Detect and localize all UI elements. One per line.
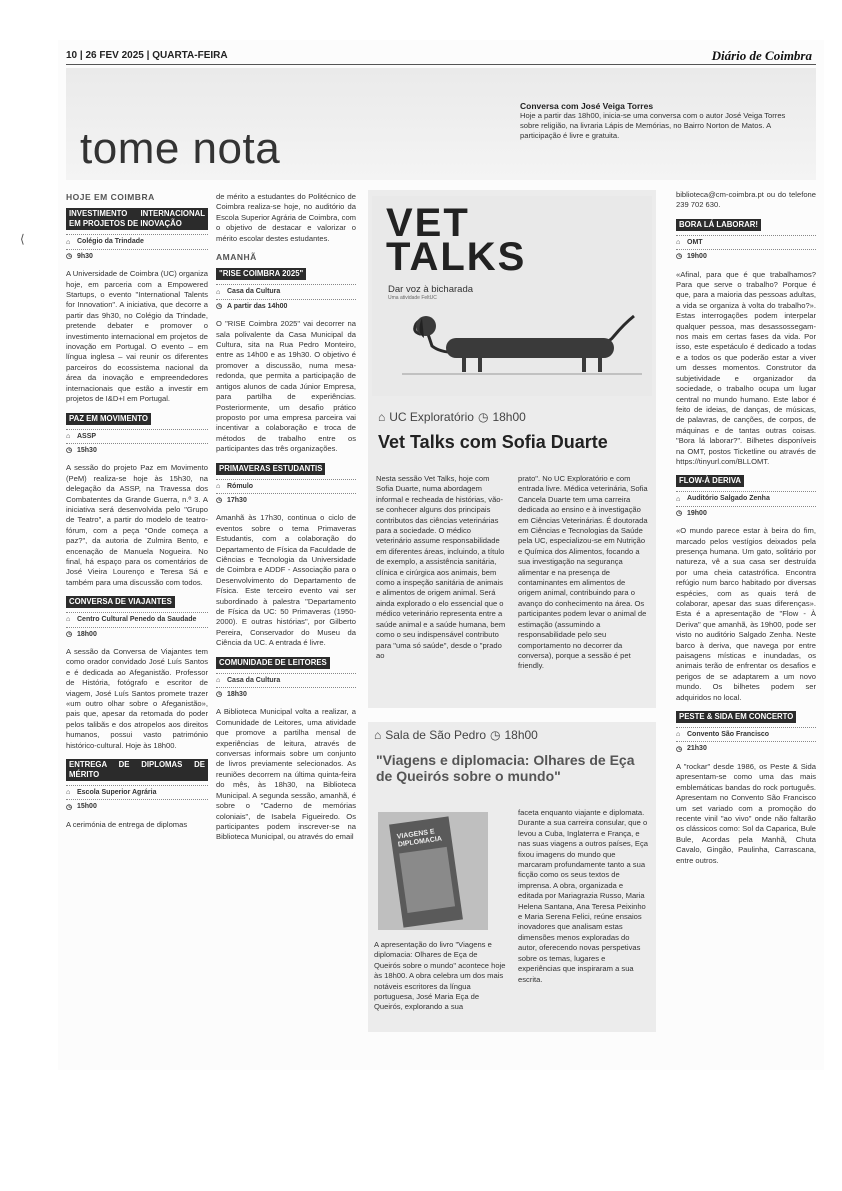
- event-place: ⌂ Escola Superior Agrária: [66, 785, 208, 799]
- vet-text-left: Nesta sessão Vet Talks, hoje com Sofia Duarte, numa abordagem informal e recheada de histórias, vão-se conhecer alguns dos principais contributos das ciências veterinárias para a sociedade. O médico veterinário assume responsabilidade em diferentes áreas, incluindo, a título de exemplo, a assistência sanitária, clínica e cirúrgica aos animais, bem como a inspeção sanitária de animais e alimentos de origem animal. Será ainda explorado o elo essencial que o médico veterinário representa entre a saúde animal e a saúde humana, bem como o seu indispensável contributo para "uma só saúde", desde o "prado ao: [376, 474, 506, 660]
- house-icon: ⌂: [216, 482, 221, 490]
- clock-icon: ◷: [66, 253, 73, 261]
- house-icon: ⌂: [676, 495, 681, 503]
- event-text: A "rockar" desde 1986, os Peste & Sida apresentam-se como uma das mais emblemáticas bandas do rock português. Apresentam no Convento São Francisco um set variado com a promoção do recente vinil "ao vivo" onde não faltarão os clássicos como: Sol da Caparica, Bule Bule, Acordas pela Manhã, Chuta Cavalo, Gingão, Paulinha, Carrascana, entre outros.: [676, 761, 816, 865]
- house-icon: ⌂: [374, 728, 382, 742]
- event-tag: FLOW-À DERIVA: [676, 475, 744, 487]
- house-icon: ⌂: [216, 676, 221, 684]
- clock-icon: ◷: [676, 509, 683, 517]
- event-place: ⌂ OMT: [676, 235, 816, 249]
- clock-icon: ◷: [676, 253, 683, 261]
- event-item: [66, 413, 208, 589]
- event-time: ◷ 9h30: [66, 249, 208, 263]
- event-item: [676, 475, 816, 703]
- event-text: O "RISE Coimbra 2025" vai decorrer na sala polivalente da Casa Municipal da Cultura, sita na Rua Pedro Monteiro, entre as 14h00 e as 19h30. O objetivo é promover a discussão, numa mesa-redonda, que permita a participação de antigos alunos de cada Júnior Empresa, para partilha de experiências. Posteriormente, um desafio prático proposto por uma empresa parceira vai incentivar a colaboração e troca de métodos de trabalho entre os participantes das três organizações.: [216, 319, 356, 454]
- event-tag: PAZ EM MOVIMENTO: [66, 413, 151, 425]
- poster-credit: Uma atividade FeltUC: [388, 295, 437, 301]
- book-cover-image: [378, 812, 488, 930]
- event-text: A sessão do projeto Paz em Movimento (PeM) realiza-se hoje às 15h30, na delegação da ASSP, na Travessa dos Combatentes da Grande Guerra, n.º 3. A iniciativa será desenvolvida pelo "Grupo de Teatro", a partir do modelo de teatro-fórum, com a peça "Onde começa a paz?", da autoria de Zulmira Bento, e encenação de Manuela Nogueira. No final, há espaço para os comentários de José Vieira Lourenço e Teresa Sá e também para uma discussão com todos.: [66, 463, 208, 587]
- scan-mark: ⟨: [20, 232, 25, 246]
- event-time: ◷ 19h00: [676, 249, 816, 263]
- event-tag: BORA LÁ LABORAR!: [676, 219, 761, 231]
- event-place: ⌂ Casa da Cultura: [216, 673, 356, 687]
- sala-event-line: [374, 728, 538, 742]
- sala-text-left: A apresentação do livro "Viagens e diplomacia: Olhares de Eça de Queirós sobre o mundo" acontece hoje às 18h00. A obra celebra um dos mais notáveis escritores da língua portuguesa, José Maria Eça de Queirós, explorando a sua: [374, 940, 506, 1012]
- event-item: [66, 759, 208, 830]
- column-1: [66, 192, 208, 838]
- vet-talks-poster: [372, 196, 652, 396]
- house-icon: ⌂: [216, 288, 221, 296]
- event-item: [216, 268, 356, 454]
- event-tag: "RISE COIMBRA 2025": [216, 268, 306, 280]
- book-cover-picture: [399, 847, 455, 913]
- event-tag: PESTE & SIDA EM CONCERTO: [676, 711, 796, 723]
- event-place: ⌂ Colégio da Trindade: [66, 234, 208, 248]
- event-text: A Biblioteca Municipal volta a realizar, a Comunidade de Leitores, uma atividade que promove a partilha mensal de experiências de leitura, através de conversas informais sobre um conjunto de livros previamente selecionados. As reuniões decorrem na última quinta-feira do mês, às 18h30, na Biblioteca Municipal. A segunda sessão, amanhã, é sobre o "Caderno de memórias coloniais", de Isabela Figueiredo. Os participantes podem inscrever-se na Biblioteca Municipal, ou através do email: [216, 707, 356, 842]
- event-place: ⌂ ASSP: [66, 429, 208, 443]
- conversa-body: Hoje a partir das 18h00, inicia-se uma conversa com o autor José Veiga Torres sobre religião, na livraria Lápis de Memórias, no Bairro Norton de Matos. A participação é livre e gratuita.: [520, 111, 786, 140]
- sala-headline: "Viagens e diplomacia: Olhares de Eça de Queirós sobre o mundo": [376, 752, 635, 784]
- clock-icon: ◷: [216, 303, 223, 311]
- page-date: 26 FEV 2025: [85, 50, 144, 61]
- house-icon: ⌂: [66, 432, 71, 440]
- vet-event-line: [378, 410, 526, 424]
- vet-place: UC Exploratório: [389, 410, 474, 424]
- event-item: [66, 208, 208, 404]
- clock-icon: ◷: [477, 410, 489, 424]
- event-time: ◷ 21h30: [676, 741, 816, 755]
- clock-icon: ◷: [676, 745, 683, 753]
- clock-icon: ◷: [216, 691, 223, 699]
- sala-place: Sala de São Pedro: [385, 728, 486, 742]
- lead-text: biblioteca@cm-coimbra.pt ou do telefone 239 702 630.: [676, 190, 816, 210]
- event-item: [676, 711, 816, 866]
- clock-icon: ◷: [66, 447, 73, 455]
- event-place: ⌂ Auditório Salgado Zenha: [676, 491, 816, 505]
- conversa-box: [518, 100, 808, 184]
- clock-icon: ◷: [216, 497, 223, 505]
- event-place: ⌂ Convento São Francisco: [676, 727, 816, 741]
- vet-headline: Vet Talks com Sofia Duarte: [378, 432, 608, 452]
- event-time: ◷ 15h00: [66, 799, 208, 813]
- clock-icon: ◷: [66, 803, 73, 811]
- header-rule: [66, 64, 816, 65]
- event-place: ⌂ Centro Cultural Penedo da Saudade: [66, 612, 208, 626]
- event-text: «O mundo parece estar à beira do fim, marcado pelos vestígios deixados pela presença humana. Um gato, solitário por natureza, vê a sua casa ser destruída por uma cheia catastrófica. Encontra refúgio num barco habitado por diversas espécies, com as quais terá de colaborar, apesar das suas diferenças». Esta é a apresentação de "Flow - À Deriva" que amanhã, às 19h00, pode ser visto no auditório Salgado Zenha. Neste barco à deriva, que navega por entre paisagens místicas e inundadas, os animais terão de enfrentar os desafios e perigos de se adaptarem a um novo mundo. Os bilhetes podem ser adquiridos no local.: [676, 526, 816, 702]
- dachshund-illustration: [402, 302, 642, 378]
- event-item: [66, 596, 208, 751]
- event-text: Amanhã às 17h30, continua o ciclo de eventos sobre o tema Primaveras Estudantis, com a colaboração do Departamento de Física da Faculdade de Ciências e Tecnologia da Universidade de Coimbra e ADDF - Associação para o Desenvolvimento do Departamento de Física. Este terceiro evento vai ser subordinado à palestra "Departamento de Física da UC: 50 Primaveras (1950-2000). E outras histórias", por Gilberto Pereira, Conservador do Museu da Ciência da UC. A entrada é livre.: [216, 513, 356, 648]
- vet-text-right: prato". No UC Exploratório e com entrada livre. Médica veterinária, Sofia Cancela Duarte tem uma carreira dedicada ao ensino e à investigação em Ciências Veterinárias. É doutorada em Ciências e Tecnologias da Saúde pela UC, especializou-se em Nutrição e Química dos Alimentos, focando a sua investigação na segurança alimentar e na presença de contaminantes em alimentos de origem animal, contribuindo para o avanço do conhecimento na área. Os participantes podem levar o animal de estimação (assumindo a responsabilidade pelo seu comportamento no decorrer da conversa), porque a sessão é pet friendly.: [518, 474, 648, 671]
- poster-title: VET TALKS: [386, 201, 527, 279]
- event-time: ◷ 18h30: [216, 687, 356, 701]
- event-tag: ENTREGA DE DIPLOMAS DE MÉRITO: [66, 759, 208, 781]
- event-text: A cerimónia de entrega de diplomas: [66, 819, 188, 829]
- house-icon: ⌂: [66, 789, 71, 797]
- event-tag: INVESTIMENTO INTERNACIONAL EM PROJETOS DE INOVAÇÃO: [66, 208, 208, 230]
- event-tag: COMUNIDADE DE LEITORES: [216, 657, 330, 669]
- event-time: ◷ 15h30: [66, 443, 208, 457]
- newspaper-logo: Diário de Coimbra: [711, 48, 812, 63]
- event-time: ◷ 17h30: [216, 493, 356, 507]
- sala-time: 18h00: [504, 728, 538, 742]
- house-icon: ⌂: [66, 616, 71, 624]
- page-number: 10: [66, 50, 78, 61]
- event-item: [676, 219, 816, 468]
- page-header: [66, 50, 816, 64]
- vet-time: 18h00: [492, 410, 526, 424]
- event-time: ◷ 18h00: [66, 627, 208, 641]
- event-place: ⌂ Casa da Cultura: [216, 284, 356, 298]
- event-text: «Afinal, para que é que trabalhamos? Para que serve o trabalho? Porque é que, para a maioria das pessoas adultas, a vida se organiza à volta do trabalho?». Estas interrogações podem interpelar qualquer pessoa, mas desassossegam-nos mais em certas fases da vida. Por isso, este espetáculo é dedicado a todas e a todos os que poderão estar a viver um desses momentos. Construtor da subjetividade e organizador da sociedade, o trabalho ocupa um lugar central no mundo humano. Este labor é feito de ideias, de danças, de músicas, de palavras, de canções, de corpos, de máquinas e de tantas outras coisas. "Bora lá laborar?". Bilhetes disponíveis na OMT, postos Ticketline ou através de https://tinyurl.com/BLLOMT.: [676, 269, 816, 466]
- lead-text: de mérito a estudantes do Politécnico de Coimbra realiza-se hoje, no auditório da Escola Superior Agrária de Coimbra, com o objetivo de destacar e valorizar o mérito escolar destes estudantes.: [216, 192, 356, 243]
- event-item: [216, 463, 356, 649]
- event-text: A Universidade de Coimbra (UC) organiza hoje, em parceria com a Empowered Startups, o evento "International Talents for Innovation". A iniciativa, que decorre a partir das 9h30, no Colégio da Trindade, pretende debater e promover o investimento internacional em projetos de inovação em Portugal. O evento – em língua inglesa – vai reunir os diferentes parceiros do ecossistema nacional da área da inovação e empreendedores internacionais que estão a investir em projetos de I&D+I em Portugal.: [66, 269, 208, 404]
- event-item: [216, 657, 356, 843]
- clock-icon: ◷: [66, 630, 73, 638]
- event-time: ◷ A partir das 14h00: [216, 299, 356, 313]
- event-text: A sessão da Conversa de Viajantes tem como orador convidado José Luís Santos e é dedicada ao Afeganistão. Professor de História, fotógrafo e escritor de viagem, José Luís Santos promete trazer «um outro olhar sobre o Afeganistão», pais que, apesar da retomada do poder pelos talibãs e dos atropelos aos direitos humanos, possui vasto património histórico-cultural. Hoje às 18h00.: [66, 647, 208, 750]
- column-2: [216, 192, 356, 851]
- event-tag: PRIMAVERAS ESTUDANTIS: [216, 463, 325, 475]
- section-heading-hoje: HOJE EM COIMBRA: [66, 192, 155, 202]
- book-cover-title: VIAGENS E DIPLOMACIA: [396, 828, 443, 849]
- book-cover: [389, 816, 463, 927]
- house-icon: ⌂: [676, 239, 681, 247]
- house-icon: ⌂: [676, 731, 681, 739]
- page-weekday: QUARTA-FEIRA: [152, 50, 228, 61]
- house-icon: ⌂: [378, 410, 386, 424]
- page-info: 10 | 26 FEV 2025 | QUARTA-FEIRA: [66, 50, 228, 61]
- conversa-title: Conversa com José Veiga Torres: [520, 101, 654, 111]
- event-time: ◷ 19h00: [676, 506, 816, 520]
- column-4: [676, 190, 816, 874]
- event-place: ⌂ Rómulo: [216, 479, 356, 493]
- sala-text-right: faceta enquanto viajante e diplomata. Durante a sua carreira consular, que o levou a Cuba, Inglaterra e França, e nas suas viagens a outros países, Eça fixou imagens do mundo que marcaram profundamente tanto a sua ficção como os seus textos de imprensa. A obra, organizada e editada por Mariagrazia Russo, Maria Helena Santana, Ana Teresa Peixinho e Maria Serena Felici, reúne ensaios inovadores que analisam estas dimensões menos exploradas do autor, oferecendo novas perspetivas sobre os temas, lugares e experiências que inspiraram a sua escrita.: [518, 808, 649, 984]
- event-tag: CONVERSA DE VIAJANTES: [66, 596, 175, 608]
- clock-icon: ◷: [490, 728, 501, 742]
- section-heading-amanha: AMANHÃ: [216, 252, 257, 263]
- house-icon: ⌂: [66, 238, 71, 246]
- poster-subtitle: Dar voz à bicharada: [388, 284, 474, 295]
- section-title: tome nota: [80, 124, 281, 173]
